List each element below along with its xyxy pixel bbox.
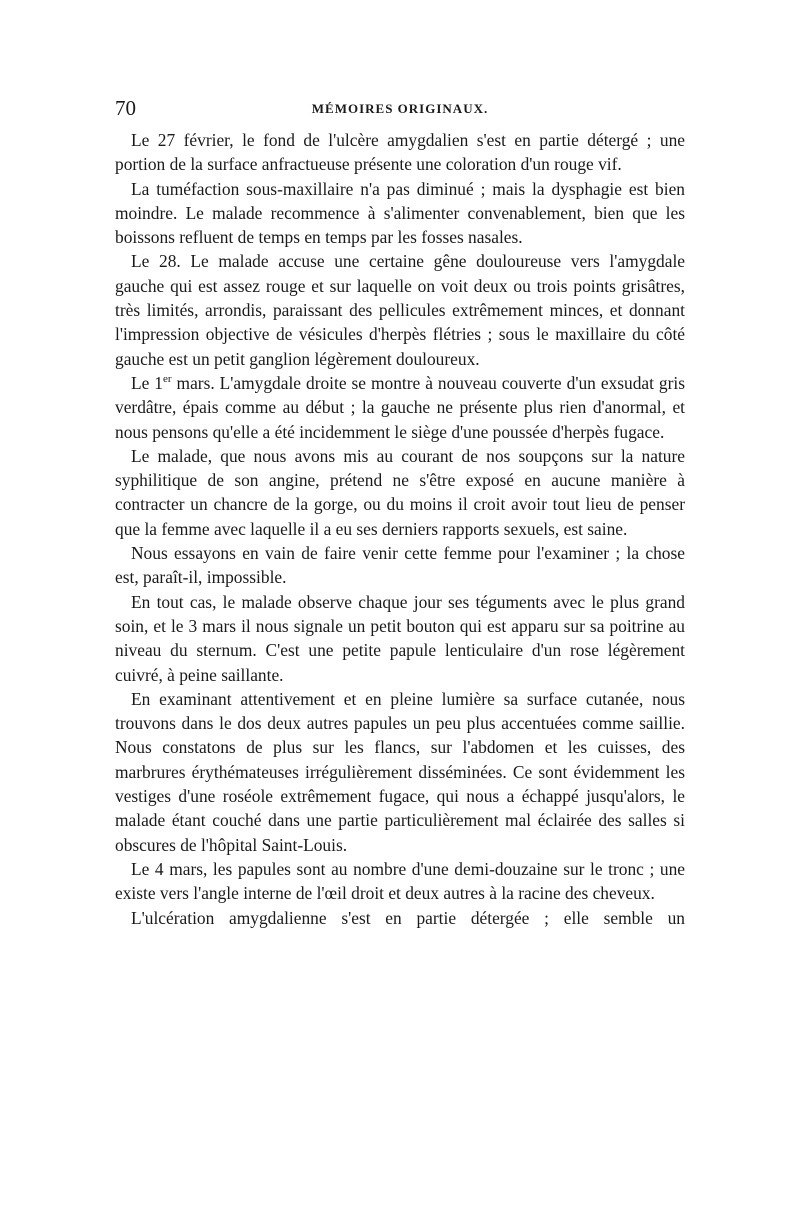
date-prefix: Le 1: [131, 372, 164, 393]
paragraph: L'ulcération amygdalienne s'est en partie détergée ; elle semble un: [131, 907, 685, 928]
paragraph: Le 4 mars, les papules sont au nombre d'une demi-douzaine sur le tronc ; une existe vers l'angle interne de l'œil droit et deux autres à la racine des cheveux.: [115, 858, 685, 904]
running-title: MÉMOIRES ORIGINAUX.: [311, 101, 489, 116]
paragraph: [115, 371, 685, 444]
ordinal-superscript: er: [163, 373, 172, 386]
document-page: [115, 96, 685, 930]
page-number: 70: [115, 96, 136, 120]
paragraph-text: mars. L'amygdale droite se montre à nouveau couverte d'un exsudat gris verdâtre, épais comme au début ; la gauche ne présente plus rien d'anormal, et nous pensons qu'elle a été incidemment le siège d'une poussée d'herpès fugace.: [115, 372, 685, 442]
page-header: [115, 96, 685, 126]
paragraph: La tuméfaction sous-maxillaire n'a pas diminué ; mais la dysphagie est bien moindre. Le malade recommence à s'alimenter convenablement, bien que les boissons refluent de temps en temps par les fosses nasales.: [115, 178, 685, 248]
paragraph: Le 28. Le malade accuse une certaine gêne douloureuse vers l'amygdale gauche qui est assez rouge et sur laquelle on voit deux ou trois points grisâtres, très limités, arrondis, paraissant des pellicules extrêmement minces, et donnant l'impression objective de vésicules d'herpès flétries ; sous le maxillaire du côté gauche est un petit ganglion légèrement douloureux.: [115, 251, 685, 369]
paragraph: Nous essayons en vain de faire venir cette femme pour l'examiner ; la chose est, paraît-il, impossible.: [115, 543, 685, 588]
paragraph: Le 27 février, le fond de l'ulcère amygdalien s'est en partie détergé ; une portion de la surface anfractueuse présente une coloration d'un rouge vif.: [115, 130, 685, 175]
body-text: [115, 128, 685, 930]
paragraph: En tout cas, le malade observe chaque jour ses téguments avec le plus grand soin, et le 3 mars il nous signale un petit bouton qui est apparu sur sa poitrine au niveau du sternum. C'est une petite papule lenticulaire d'un rose légèrement cuivré, à peine saillante.: [115, 591, 685, 685]
paragraph: En examinant attentivement et en pleine lumière sa surface cutanée, nous trouvons dans le dos deux autres papules un peu plus accentuées comme saillie. Nous constatons de plus sur les flancs, sur l'abdomen et les cuisses, des marbrures érythémateuses irrégulièrement disséminées. Ce sont évidemment les vestiges d'une roséole extrêmement fugace, qui nous a échappé jusqu'alors, le malade étant couché dans une partie particulièrement mal éclairée des salles si obscures de l'hôpital Saint-Louis.: [115, 688, 685, 855]
paragraph: Le malade, que nous avons mis au courant de nos soupçons sur la nature syphilitique de son angine, prétend ne s'être exposé en aucune manière à contracter un chancre de la gorge, ou du moins il croit avoir tout lieu de penser que la femme avec laquelle il a eu ses derniers rapports sexuels, est saine.: [115, 445, 685, 539]
